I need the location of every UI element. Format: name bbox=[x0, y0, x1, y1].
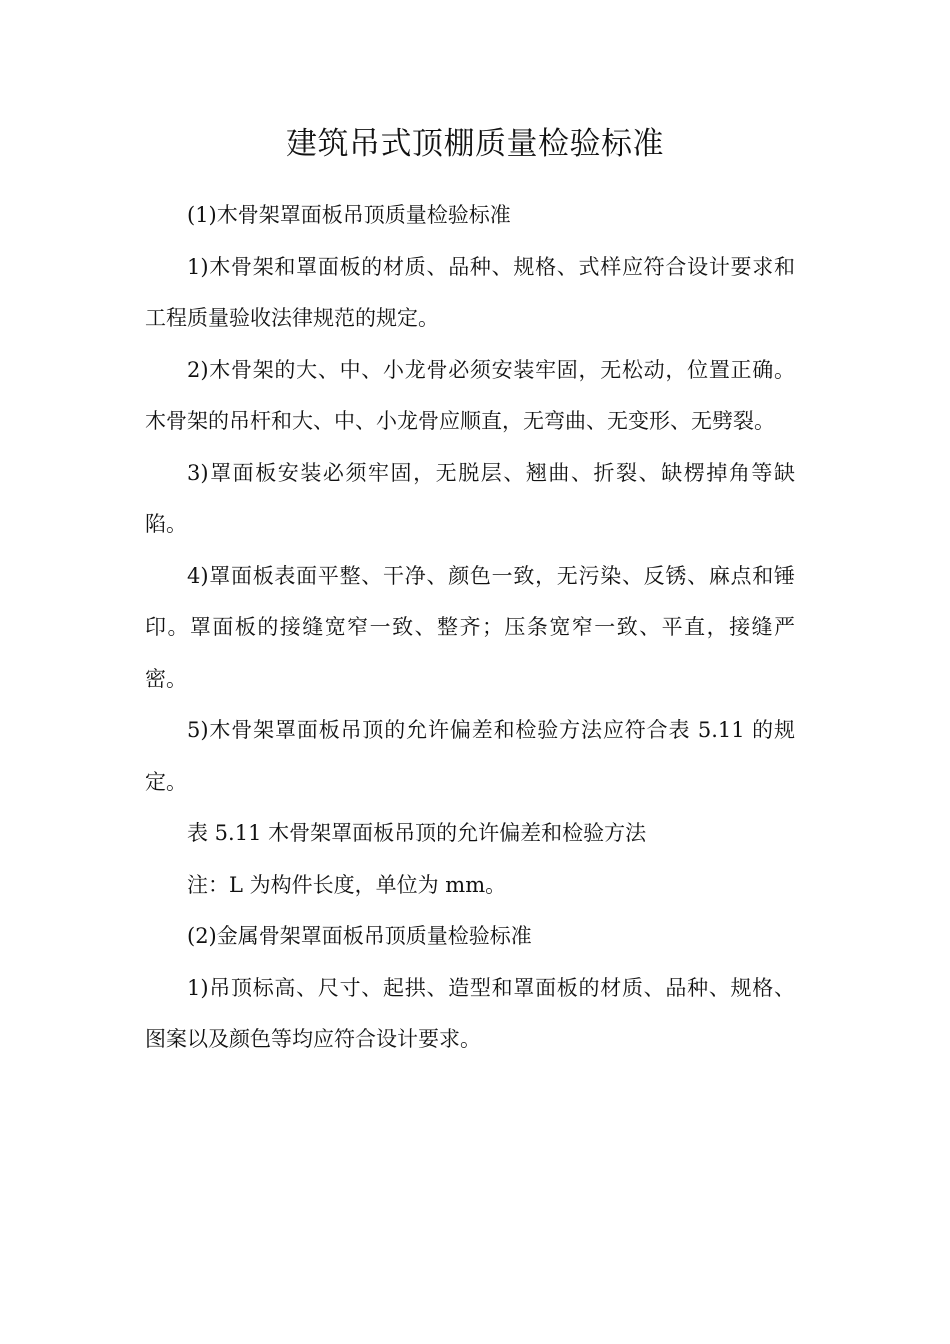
table-caption: 表 5.11 木骨架罩面板吊顶的允许偏差和检验方法 bbox=[187, 821, 647, 845]
paragraph-item-3: 3)罩面板安装必须牢固，无脱层、翘曲、折裂、缺楞掉角等缺陷。 bbox=[145, 460, 795, 536]
document-title: 建筑吊式顶棚质量检验标准 bbox=[286, 126, 664, 162]
section-heading-wood-frame: (1)木骨架罩面板吊顶质量检验标准 bbox=[187, 203, 511, 227]
table-note: 注：L 为构件长度，单位为 mm。 bbox=[187, 872, 507, 897]
paragraph-item-1: 1)木骨架和罩面板的材质、品种、规格、式样应符合设计要求和工程质量验收法律规范的规定。 bbox=[145, 254, 795, 330]
paragraph-item-2: 2)木骨架的大、中、小龙骨必须安装牢固，无松动，位置正确。木骨架的吊杆和大、中、小龙骨应顺直，无弯曲、无变形、无劈裂。 bbox=[145, 357, 795, 433]
paragraph-item-4: 4)罩面板表面平整、干净、颜色一致，无污染、反锈、麻点和锤印。罩面板的接缝宽窄一致、整齐；压条宽窄一致、平直，接缝严密。 bbox=[145, 563, 795, 691]
paragraph-metal-item-1: 1)吊顶标高、尺寸、起拱、造型和罩面板的材质、品种、规格、图案以及颜色等均应符合设计要求。 bbox=[145, 975, 795, 1051]
document-body bbox=[145, 190, 795, 1066]
paragraph-item-5: 5)木骨架罩面板吊顶的允许偏差和检验方法应符合表 5.11 的规定。 bbox=[145, 718, 795, 794]
section-heading-metal-frame: (2)金属骨架罩面板吊顶质量检验标准 bbox=[187, 924, 532, 948]
